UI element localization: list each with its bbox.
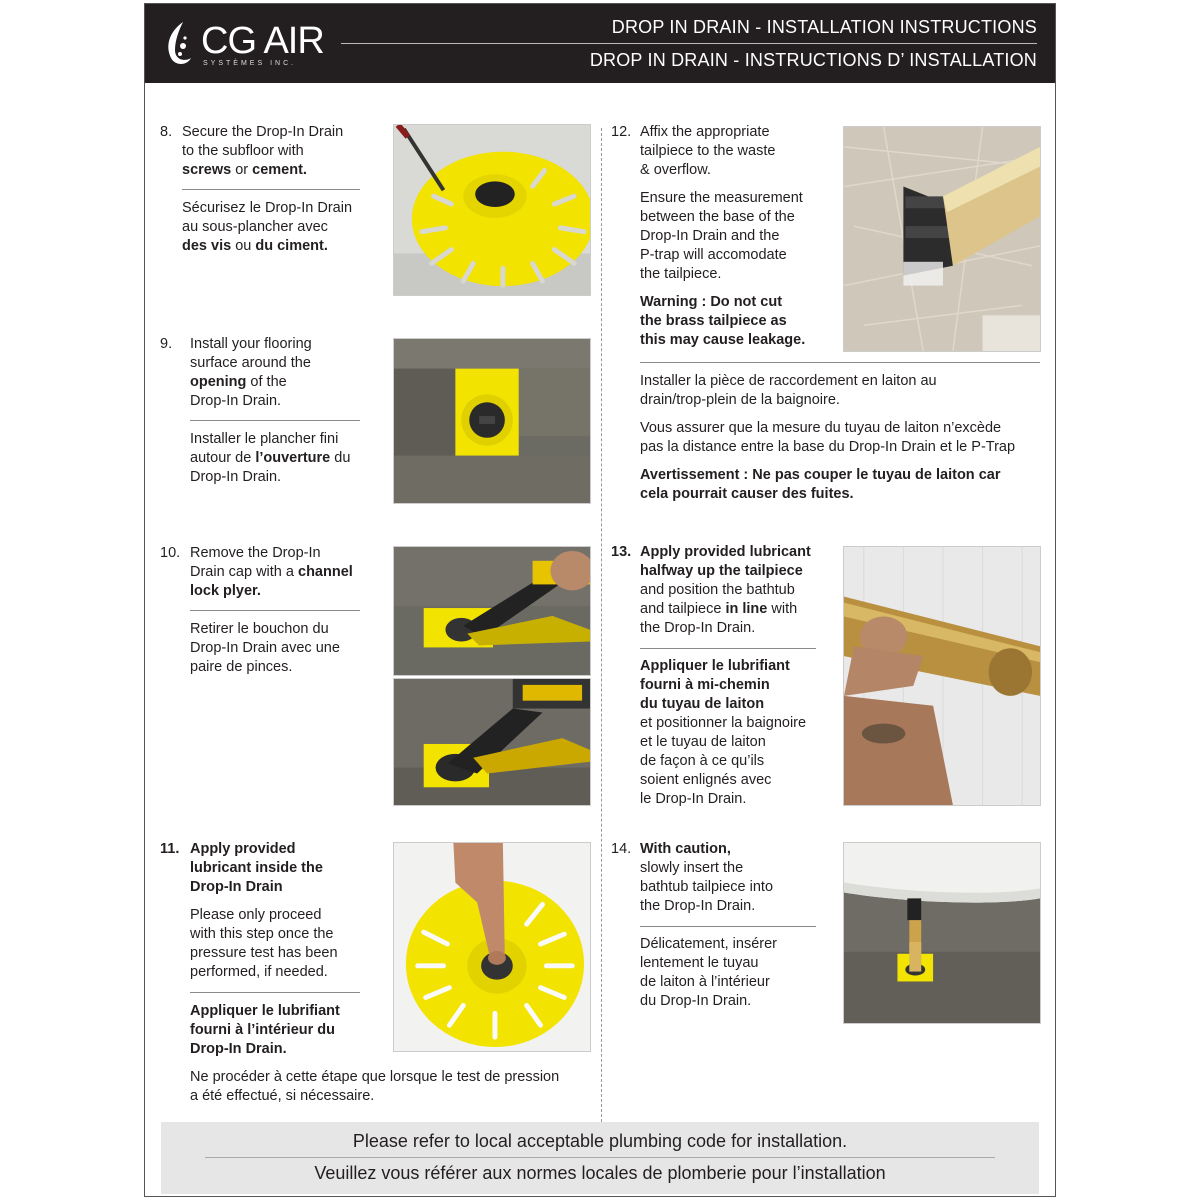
- step-13-number: 13.: [611, 544, 632, 560]
- footer-text-fr: Veuillez vous référer aux normes locales de plomberie pour l’installation: [314, 1163, 886, 1183]
- title-english: DROP IN DRAIN - INSTALLATION INSTRUCTIONS: [611, 17, 1037, 37]
- step-11-text-fr: Appliquer le lubrifiant fourni à l’intérieur du Drop-In Drain.: [190, 1003, 340, 1057]
- step-11-number: 11.: [160, 841, 180, 857]
- water-drop-icon: [163, 20, 197, 68]
- brand-subtitle: SYSTÈMES INC.: [203, 60, 297, 67]
- step-8-text-en: Secure the Drop-In Drain to the subfloor with screws or cement.: [182, 124, 344, 178]
- step-9-photo: [393, 338, 591, 504]
- step-11-divider: [190, 992, 360, 993]
- step-14-text-fr: Délicatement, insérer lentement le tuyau de laiton à l’intérieur du Drop-In Drain.: [640, 936, 777, 1009]
- step-13-divider: [640, 648, 816, 649]
- step-12-divider: [640, 362, 1040, 363]
- step-10-text-en: Remove the Drop-In Drain cap with a channel lock plyer.: [190, 545, 353, 599]
- step-13-text-en: Apply provided lubricant halfway up the tailpiece and position the bathtub and tailpiece in line with the Drop-In Drain.: [640, 544, 811, 636]
- column-divider: [601, 128, 602, 1142]
- step-14-text-en: With caution, slowly insert the bathtub tailpiece into the Drop-In Drain.: [640, 841, 774, 914]
- step-11-photo: [393, 842, 591, 1052]
- step-10-photo-top: [393, 546, 591, 676]
- step-13-text-fr: Appliquer le lubrifiant fourni à mi-chemin du tuyau de laiton et positionner la baignoire et le tuyau de laiton de façon à ce qu’ils soient enlignés avec le Drop-In Drain.: [640, 658, 807, 807]
- footer-divider: [205, 1157, 995, 1158]
- step-8-photo: [393, 124, 591, 296]
- step-12-number: 12.: [611, 124, 632, 140]
- step-14-divider: [640, 926, 816, 927]
- step-10-divider: [190, 610, 360, 611]
- footer-text-en: Please refer to local acceptable plumbing code for installation.: [352, 1131, 848, 1151]
- step-11-note-fr: Ne procéder à cette étape que lorsque le test de pression a été effectué, si nécessaire.: [190, 1069, 560, 1104]
- step-10-number: 10.: [160, 545, 181, 561]
- step-9-text-en: Install your flooring surface around the opening of the Drop-In Drain.: [190, 336, 312, 409]
- step-13-photo: [843, 546, 1041, 806]
- step-14-photo: [843, 842, 1041, 1024]
- brand-logo: [163, 18, 363, 74]
- step-14-number: 14.: [611, 841, 632, 857]
- step-8-divider: [182, 189, 360, 190]
- footer-note: [161, 1122, 1039, 1194]
- step-8-number: 8.: [160, 124, 173, 140]
- step-9-text-fr: Installer le plancher fini autour de l’ouverture du Drop-In Drain.: [190, 431, 351, 485]
- step-10-photo-bottom: [393, 678, 591, 806]
- step-10-text-fr: Retirer le bouchon du Drop-In Drain avec une paire de pinces.: [190, 621, 340, 675]
- step-11-text-en: Apply provided lubricant inside the Drop-In Drain Please only proceed with this step once the pressure test has been performed, if needed.: [190, 841, 338, 980]
- step-12-text-fr: Installer la pièce de raccordement en laiton au drain/trop-plein de la baignoire. Vous assurer que la mesure du tuyau de laiton n’excède pas la distance entre la base du Drop-In Drain et le P-Trap Avertissement : Ne pas couper le tuyau de laiton car cela pourrait causer des fuites.: [640, 373, 1016, 502]
- header-divider: [341, 43, 1037, 44]
- title-french: DROP IN DRAIN - INSTRUCTIONS D’ INSTALLATION: [589, 50, 1037, 70]
- step-8-text-fr: Sécurisez le Drop-In Drain au sous-plancher avec des vis ou du ciment.: [182, 200, 353, 254]
- step-9-number: 9.: [160, 336, 173, 352]
- step-9-divider: [190, 420, 360, 421]
- header-bar: [145, 4, 1055, 83]
- step-12-text-en: Affix the appropriate tailpiece to the waste & overflow. Ensure the measurement between the base of the Drop-In Drain and the P-trap will accomodate the tailpiece. Warning : Do not cut the brass tailpiece as this may cause leakage.: [640, 124, 806, 348]
- step-12-photo: [843, 126, 1041, 352]
- instruction-sheet: [144, 3, 1056, 1197]
- brand-name: CG AIR: [201, 20, 324, 62]
